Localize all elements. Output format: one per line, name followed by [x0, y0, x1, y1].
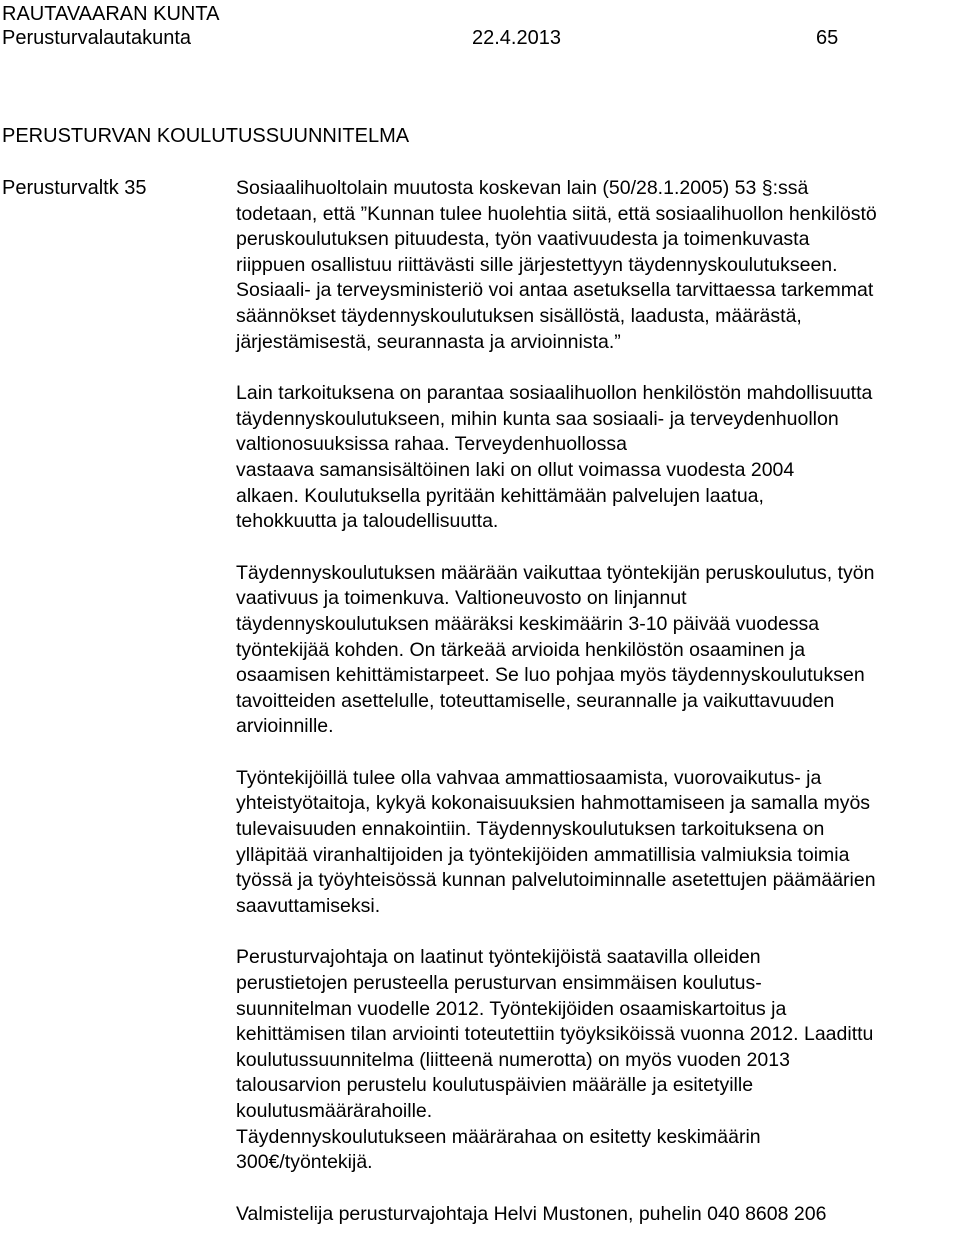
paragraph-line: suunnitelman vuodelle 2012. Työntekijöiden osaamiskartoitus ja — [236, 997, 787, 1020]
paragraph-line: täydennyskoulutukseen, mihin kunta saa sosiaali- ja terveydenhuollon — [236, 407, 839, 430]
paragraph — [236, 945, 958, 1175]
paragraph-line: vastaava samansisältöinen laki on ollut voimassa vuodesta 2004 — [236, 458, 795, 481]
paragraph-line: Täydennyskoulutuksen määrään vaikuttaa työntekijän peruskoulutus, työn — [236, 561, 875, 584]
paragraph-line: valtionosuuksissa rahaa. Terveydenhuollossa — [236, 433, 627, 456]
paragraph-line: kehittämisen tilan arviointi toteutettiin työyksiköissä vuonna 2012. Laadittu — [236, 1023, 874, 1046]
paragraph-line: riippuen osallistuu riittävästi sille järjestettyyn täydennyskoulutukseen. — [236, 253, 838, 276]
paragraph-line: koulutussuunnitelma (liitteenä numerotta) on myös vuoden 2013 — [236, 1048, 790, 1071]
paragraph-line: työntekijää kohden. On tärkeää arvioida henkilöstön osaaminen ja — [236, 638, 806, 661]
paragraph-line: vaativuus ja toimenkuva. Valtioneuvosto on linjannut — [236, 587, 687, 610]
paragraph-line: perustietojen perusteella perusturvan ensimmäisen koulutus- — [236, 972, 762, 995]
paragraph-line: tehokkuutta ja taloudellisuutta. — [236, 510, 499, 533]
paragraph-line: tavoitteiden asettelulle, toteuttamiselle, seurannalle ja vaikuttavuuden — [236, 689, 835, 712]
paragraph-line: täydennyskoulutuksen määräksi keskimäärin 3-10 päivää vuodessa — [236, 612, 820, 635]
paragraph-line: Työntekijöillä tulee olla vahvaa ammattiosaamista, vuorovaikutus- ja — [236, 766, 822, 789]
paragraph-line: todetaan, että ”Kunnan tulee huolehtia siitä, että sosiaalihuollon henkilöstö — [236, 202, 877, 225]
paragraph-line: Sosiaalihuoltolain muutosta koskevan lain (50/28.1.2005) 53 §:ssä — [236, 177, 809, 199]
paragraph-line: tulevaisuuden ennakointiin. Täydennyskoulutuksen tarkoituksena on — [236, 818, 825, 841]
board-name: Perusturvalautakunta — [2, 27, 192, 49]
paragraph-line: osaamisen kehittämistarpeet. Se luo pohjaa myös täydennyskoulutuksen — [236, 664, 865, 687]
document-body — [236, 176, 958, 1253]
paragraph — [236, 176, 958, 355]
paragraph-line: järjestämisestä, seurannasta ja arvioinnista.” — [236, 330, 621, 353]
paragraph-line: peruskoulutuksen pituudesta, työn vaativuudesta ja toimenkuvasta — [236, 228, 810, 251]
paragraph-line: alkaen. Koulutuksella pyritään kehittämään palvelujen laatua, — [236, 484, 764, 507]
paragraph-line: säännökset täydennyskoulutuksen sisällöstä, laadusta, määrästä, — [236, 304, 802, 327]
paragraph — [236, 381, 958, 535]
document-title: PERUSTURVAN KOULUTUSSUUNNITELMA — [2, 125, 410, 147]
page-number: 65 — [816, 27, 839, 49]
paragraph-line: saavuttamiseksi. — [236, 894, 381, 917]
paragraph — [236, 766, 958, 920]
paragraph-line: Täydennyskoulutukseen määrärahaa on esitetty keskimäärin — [236, 1125, 761, 1148]
paragraph-line: Sosiaali- ja terveysministeriö voi antaa asetuksella tarvittaessa tarkemmat — [236, 279, 874, 302]
organization-name: RAUTAVAARAN KUNTA — [2, 3, 220, 25]
paragraph — [236, 561, 958, 740]
paragraph-line: työssä ja työyhteisössä kunnan palvelutoiminnalle asetettujen päämäärien — [236, 869, 876, 892]
preparer-signature-line: Valmistelija perusturvajohtaja Helvi Mustonen, puhelin 040 8608 206 — [236, 1202, 827, 1225]
paragraph-line: yhteistyötaitoja, kykyä kokonaisuuksien hahmottamiseen ja samalla myös — [236, 792, 871, 815]
paragraph-list — [236, 176, 958, 1176]
paragraph-line: talousarvion perustelu koulutuspäivien määrälle ja esitetyille — [236, 1074, 754, 1097]
section-reference: Perusturvaltk 35 — [2, 177, 147, 199]
paragraph-line: 300€/työntekijä. — [236, 1151, 373, 1174]
meeting-date: 22.4.2013 — [472, 27, 561, 49]
paragraph-line: Lain tarkoituksena on parantaa sosiaalihuollon henkilöstön mahdollisuutta — [236, 382, 873, 405]
paragraph-line: arvioinnille. — [236, 715, 334, 738]
paragraph-line: ylläpitää viranhaltijoiden ja työntekijöiden ammatillisia valmiuksia toimia — [236, 843, 850, 866]
paragraph-line: Perusturvajohtaja on laatinut työntekijöistä saatavilla olleiden — [236, 946, 761, 969]
paragraph-line: koulutusmäärärahoille. — [236, 1100, 433, 1122]
